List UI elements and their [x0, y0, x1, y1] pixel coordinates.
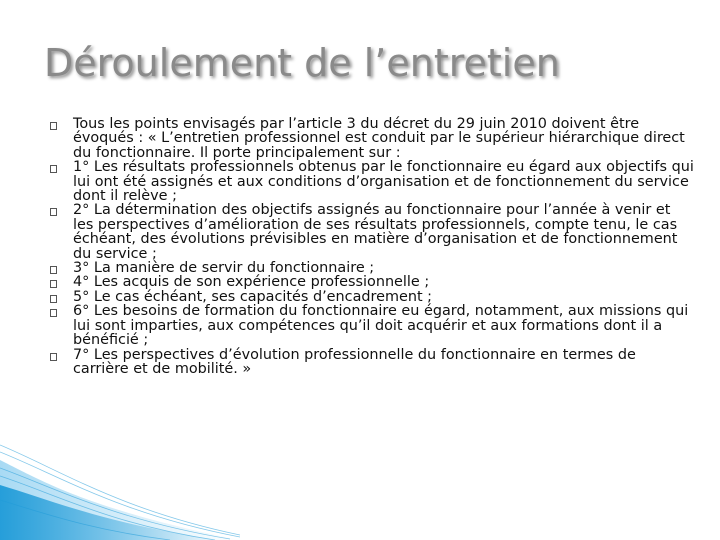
- bullet-text: 1° Les résultats professionnels obtenus par le fonctionnaire eu égard aux objectifs qui lui ont été assignés et aux conditions d’organisation et de fonctionnement du service dont il relève ;: [73, 159, 694, 205]
- list-item: [44, 348, 694, 377]
- bullet-text: 7° Les perspectives d’évolution professionnelle du fonctionnaire en termes de carrière et de mobilité. »: [73, 346, 636, 377]
- list-item: [44, 160, 694, 203]
- square-bullet-icon: [50, 165, 57, 173]
- square-bullet-icon: [50, 353, 57, 361]
- bullet-text: Tous les points envisagés par l’article 3 du décret du 29 juin 2010 doivent être évoqués : « L’entretien professionnel est conduit par le supérieur hiérarchique direct du fonctionnaire. Il porte principalement sur :: [73, 116, 685, 161]
- square-bullet-icon: [50, 280, 57, 288]
- list-item: [44, 290, 694, 304]
- square-bullet-icon: [50, 295, 57, 303]
- bullet-text: 5° Le cas échéant, ses capacités d’encadrement ;: [73, 288, 433, 305]
- bullet-text: 3° La manière de servir du fonctionnaire ;: [73, 260, 375, 277]
- list-item: [44, 261, 694, 275]
- bullet-text: 4° Les acquis de son expérience professionnelle ;: [73, 274, 430, 291]
- bullet-text: 6° Les besoins de formation du fonctionnaire eu égard, notamment, aux missions qui lui sont imparties, aux compétences qu’il doit acquérir et aux formations dont il a bénéficié ;: [73, 303, 689, 349]
- slide-title: Déroulement de l’entretien: [44, 41, 560, 85]
- square-bullet-icon: [50, 208, 57, 216]
- corner-wave-decoration: [0, 440, 240, 540]
- list-item: [44, 304, 694, 347]
- square-bullet-icon: [50, 122, 57, 130]
- bullet-list: [44, 117, 694, 376]
- list-item: [44, 117, 694, 160]
- square-bullet-icon: [50, 266, 57, 274]
- square-bullet-icon: [50, 309, 57, 317]
- list-item: [44, 203, 694, 261]
- bullet-text: 2° La détermination des objectifs assignés au fonctionnaire pour l’année à venir et les perspectives d’amélioration de ses résultats professionnels, compte tenu, le cas échéant, des évolutions prévisibles en matière d’organisation et de fonctionnement du service ;: [73, 202, 678, 262]
- list-item: [44, 275, 694, 289]
